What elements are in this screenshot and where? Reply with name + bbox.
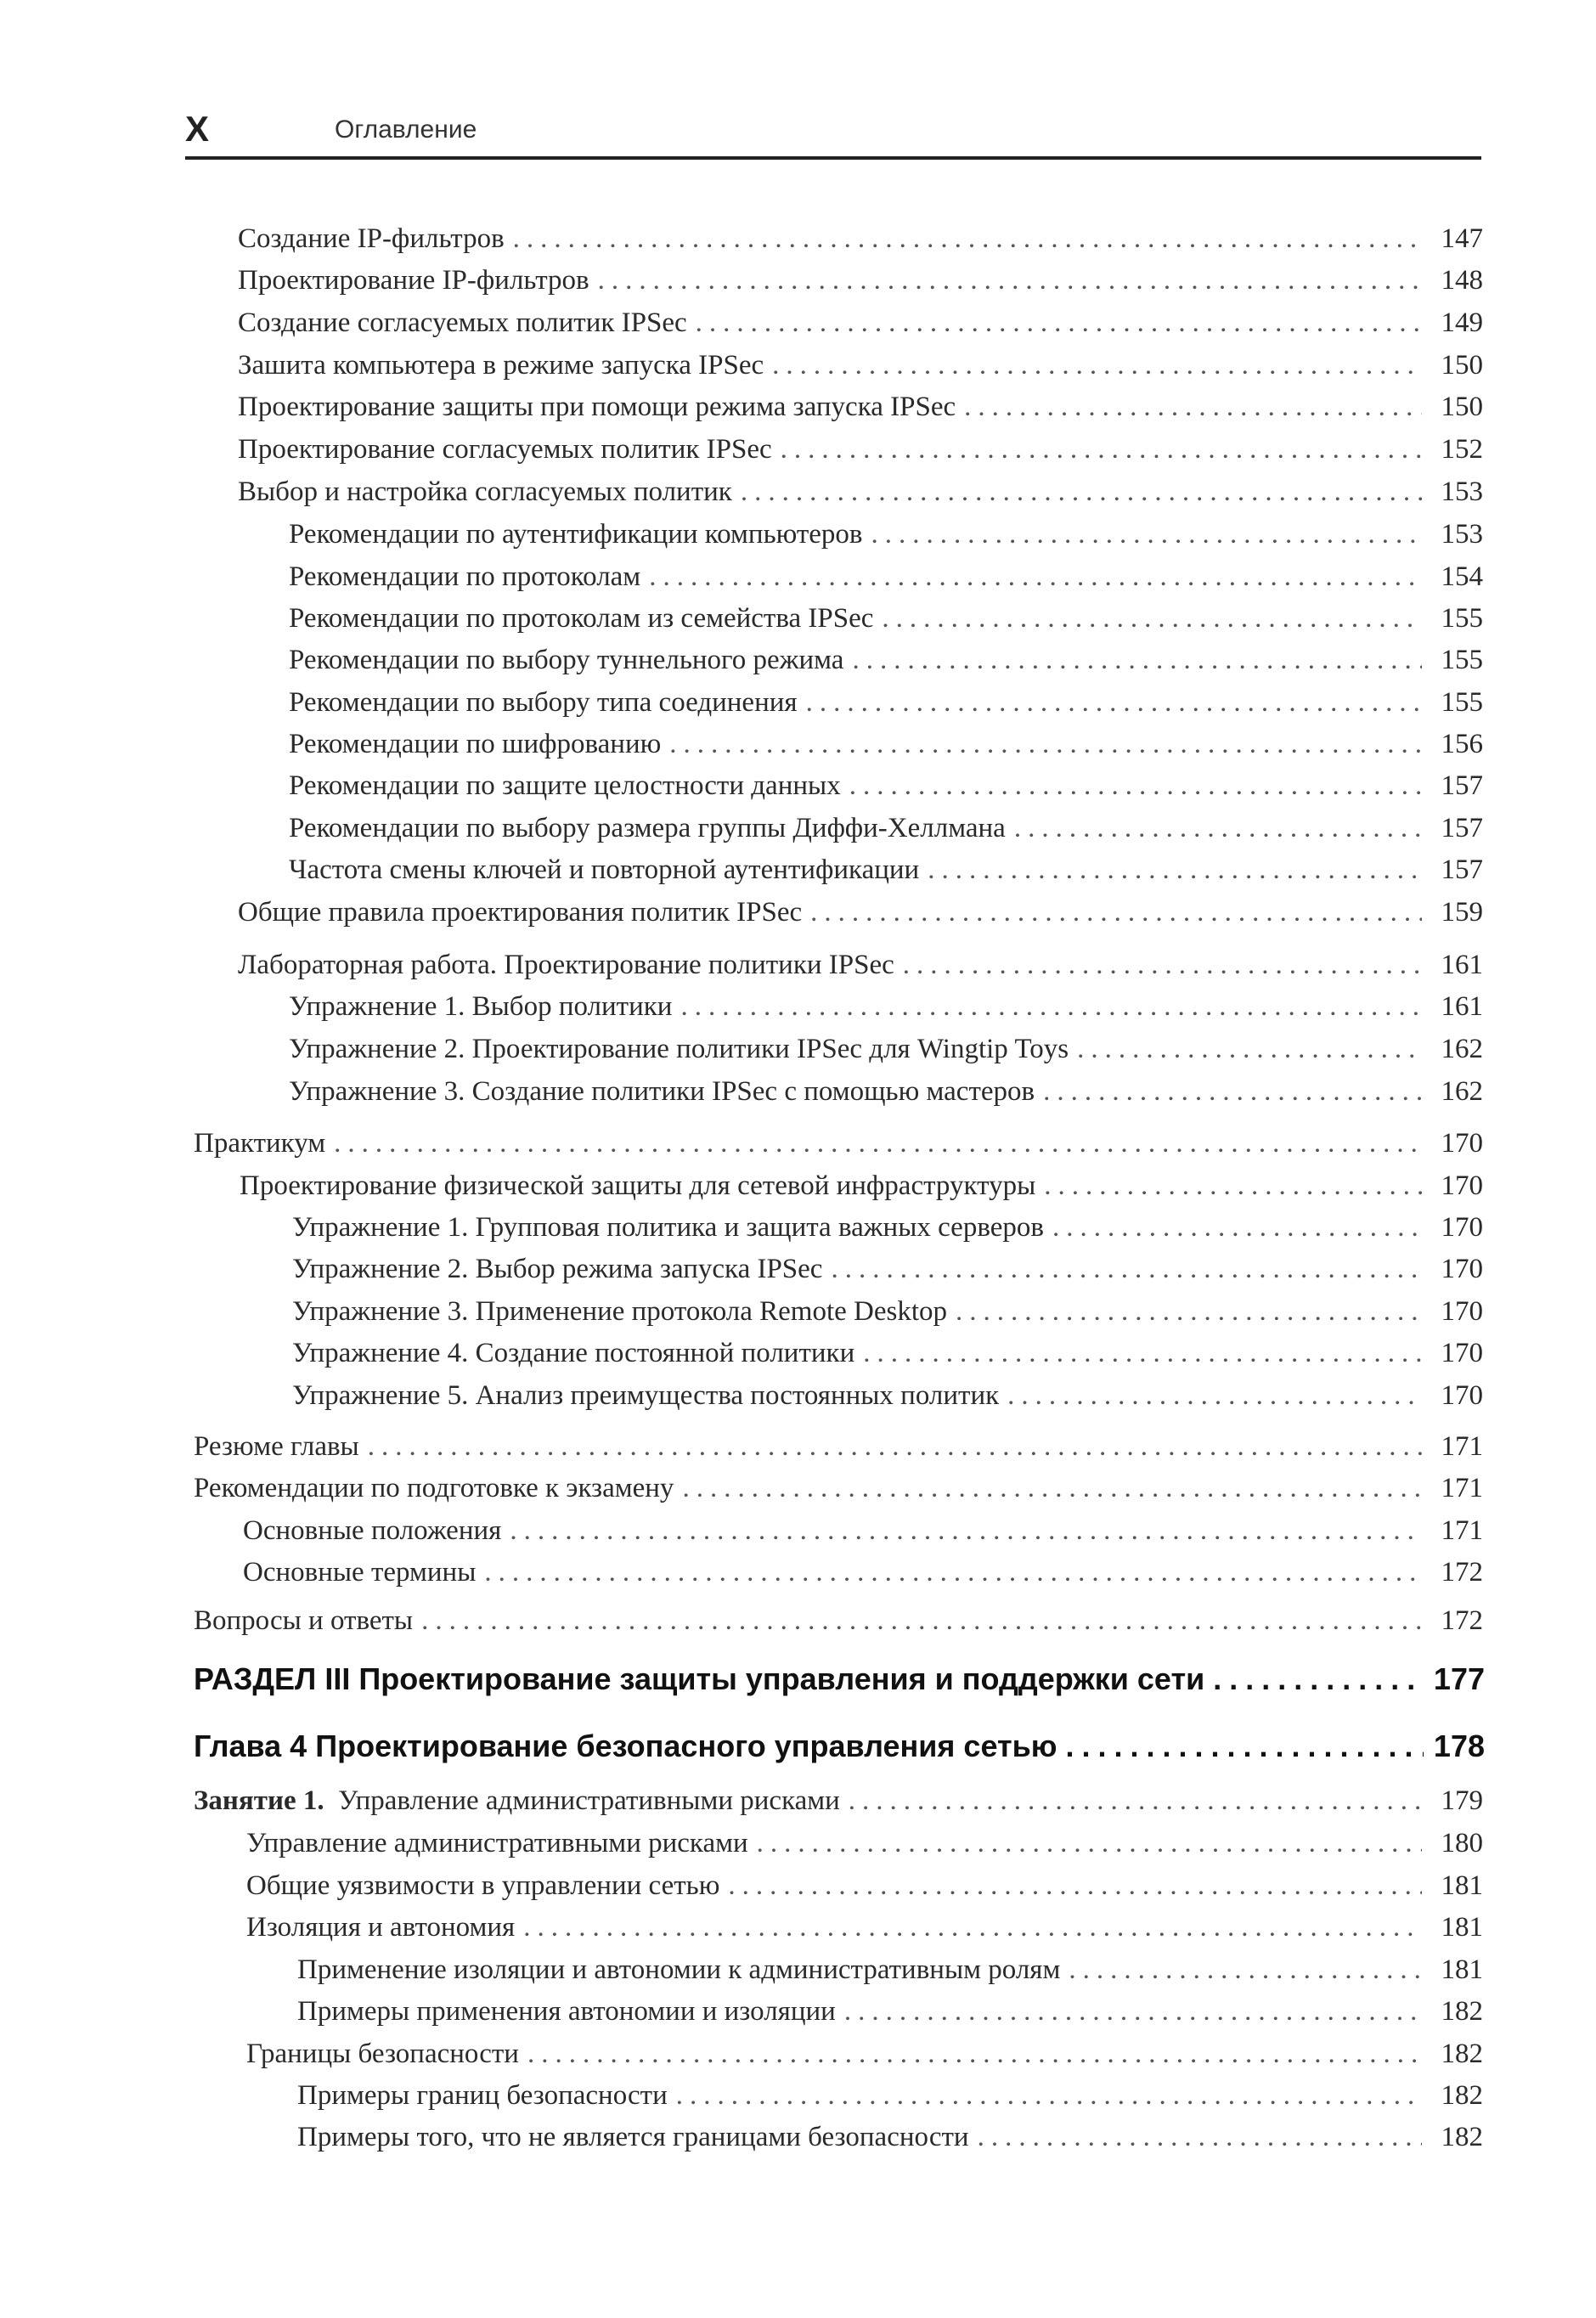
toc-entry[interactable]: Рекомендации по выбору типа соединения ..... 155 [289,684,1483,721]
running-title: Оглавление [335,116,477,144]
toc-entry[interactable]: Рекомендации по шифрованию ..... 156 [289,725,1483,763]
toc-entry[interactable]: Упражнение 1. Групповая политика и защита важных серверов ..... 170 [292,1209,1483,1246]
toc-entry[interactable]: Управление административными рисками ..... 180 [246,1825,1483,1862]
toc-entry[interactable]: Зашита компьютера в режиме запуска IPSec ..... 150 [238,347,1483,384]
toc-entry[interactable]: Создание IP-фильтров ..... 147 [238,220,1483,257]
toc-entry[interactable]: Рекомендации по защите целостности данных ..... 157 [289,767,1483,804]
toc-entry[interactable]: Примеры границ безопасности ..... 182 [297,2077,1483,2114]
toc-entry[interactable]: Частота смены ключей и повторной аутентификации ..... 157 [289,851,1483,888]
toc-entry[interactable]: Проектирование согласуемых политик IPSec ..... 152 [238,431,1483,468]
toc-entry[interactable]: Выбор и настройка согласуемых политик ..... 153 [238,473,1483,510]
toc-section-heading[interactable]: РАЗДЕЛ III Проектирование защиты управления и поддержки сети ..... 177 [194,1661,1485,1698]
lesson-label: Занятие 1. [194,1785,324,1816]
toc-entry[interactable]: Применение изоляции и автономии к административным ролям ..... 181 [297,1951,1483,1988]
toc-chapter-heading[interactable]: Глава 4 Проектирование безопасного управления сетью ..... 178 [194,1728,1485,1765]
toc-entry[interactable]: Общие уязвимости в управлении сетью ..... 181 [246,1867,1483,1904]
toc-entry[interactable]: Границы безопасности ..... 182 [246,2035,1483,2073]
toc-entry[interactable]: Рекомендации по протоколам ..... 154 [289,558,1483,595]
toc-entry[interactable]: Упражнение 5. Анализ преимущества постоянных политик ..... 170 [292,1377,1483,1414]
toc-entry[interactable]: Рекомендации по аутентификации компьютеров ..... 153 [289,516,1483,553]
toc-entry[interactable]: Упражнение 1. Выбор политики ..... 161 [289,988,1483,1025]
toc-entry[interactable]: Упражнение 3. Применение протокола Remote Desktop ..... 170 [292,1293,1483,1330]
toc-entry[interactable]: Резюме главы ..... 171 [194,1428,1483,1465]
toc-entry[interactable]: Упражнение 2. Проектирование политики IPSec для Wingtip Toys ..... 162 [289,1030,1483,1068]
toc-entry[interactable]: Практикум ..... 170 [194,1125,1483,1162]
toc-entry[interactable]: Проектирование защиты при помощи режима запуска IPSec ..... 150 [238,388,1483,426]
toc-entry[interactable]: Проектирование IP-фильтров ..... 148 [238,262,1483,299]
toc-entry[interactable]: Примеры применения автономии и изоляции ..... 182 [297,1993,1483,2030]
toc-entry[interactable]: Изоляция и автономия ..... 181 [246,1909,1483,1946]
toc-entry[interactable]: Рекомендации по протоколам из семейства IPSec ..... 155 [289,600,1483,637]
toc-entry[interactable]: Рекомендации по подготовке к экзамену ..... 171 [194,1469,1483,1507]
toc-entry[interactable]: Общие правила проектирования политик IPSec ..... 159 [238,894,1483,931]
toc-entry[interactable]: Вопросы и ответы ..... 172 [194,1602,1483,1639]
toc-entry[interactable]: Упражнение 4. Создание постоянной политики ..... 170 [292,1334,1483,1372]
toc-entry[interactable]: Рекомендации по выбору туннельного режима ..... 155 [289,641,1483,679]
toc-entry[interactable]: Упражнение 2. Выбор режима запуска IPSec ..... 170 [292,1250,1483,1288]
toc-entry[interactable]: Создание согласуемых политик IPSec ..... 149 [238,304,1483,341]
toc-entry[interactable]: Лабораторная работа. Проектирование политики IPSec ..... 161 [238,946,1483,984]
toc-entry[interactable]: Основные положения ..... 171 [243,1512,1483,1549]
page-number: X [185,109,210,149]
toc-entry[interactable]: Проектирование физической защиты для сетевой инфраструктуры ..... 170 [240,1167,1483,1204]
toc-entry[interactable]: Упражнение 3. Создание политики IPSec с помощью мастеров ..... 162 [289,1073,1483,1110]
toc-lesson-entry[interactable]: Занятие 1. Управление административными рисками ..... 179 [194,1782,1483,1819]
toc-entry[interactable]: Примеры того, что не является границами безопасности ..... 182 [297,2118,1483,2156]
toc-entry[interactable]: Основные термины ..... 172 [243,1554,1483,1591]
toc-entry[interactable]: Рекомендации по выбору размера группы Диффи-Хеллмана ..... 157 [289,809,1483,847]
